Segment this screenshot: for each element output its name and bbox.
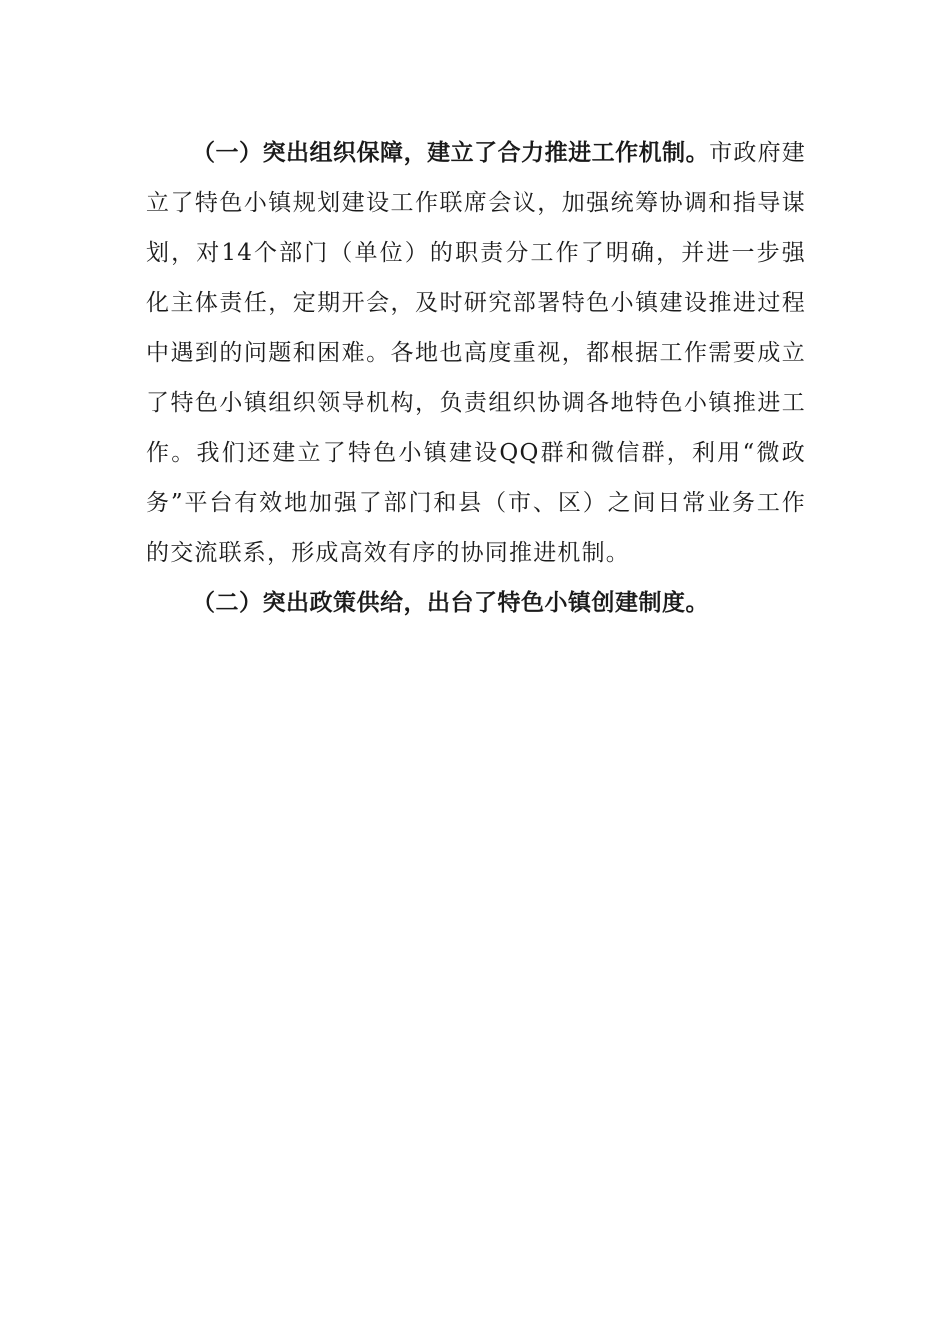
section-2-heading: （二）突出政策供给，出台了特色小镇创建制度。 — [192, 590, 709, 616]
section-1-heading: （一）突出组织保障，建立了合力推进工作机制。 — [192, 140, 710, 166]
section-1-paragraph — [146, 128, 806, 578]
section-2-paragraph — [146, 578, 806, 628]
document-body — [146, 128, 806, 628]
section-1-text: 市政府建立了特色小镇规划建设工作联席会议，加强统筹协调和指导谋划，对14个部门（单位）的职责分工作了明确，并进一步强化主体责任，定期开会，及时研究部署特色小镇建设推进过程中遇到的问题和困难。各地也高度重视，都根据工作需要成立了特色小镇组织领导机构，负责组织协调各地特色小镇推进工作。我们还建立了特色小镇建设QQ群和微信群，利用“微政务”平台有效地加强了部门和县（市、区）之间日常业务工作的交流联系，形成高效有序的协同推进机制。 — [146, 140, 806, 566]
